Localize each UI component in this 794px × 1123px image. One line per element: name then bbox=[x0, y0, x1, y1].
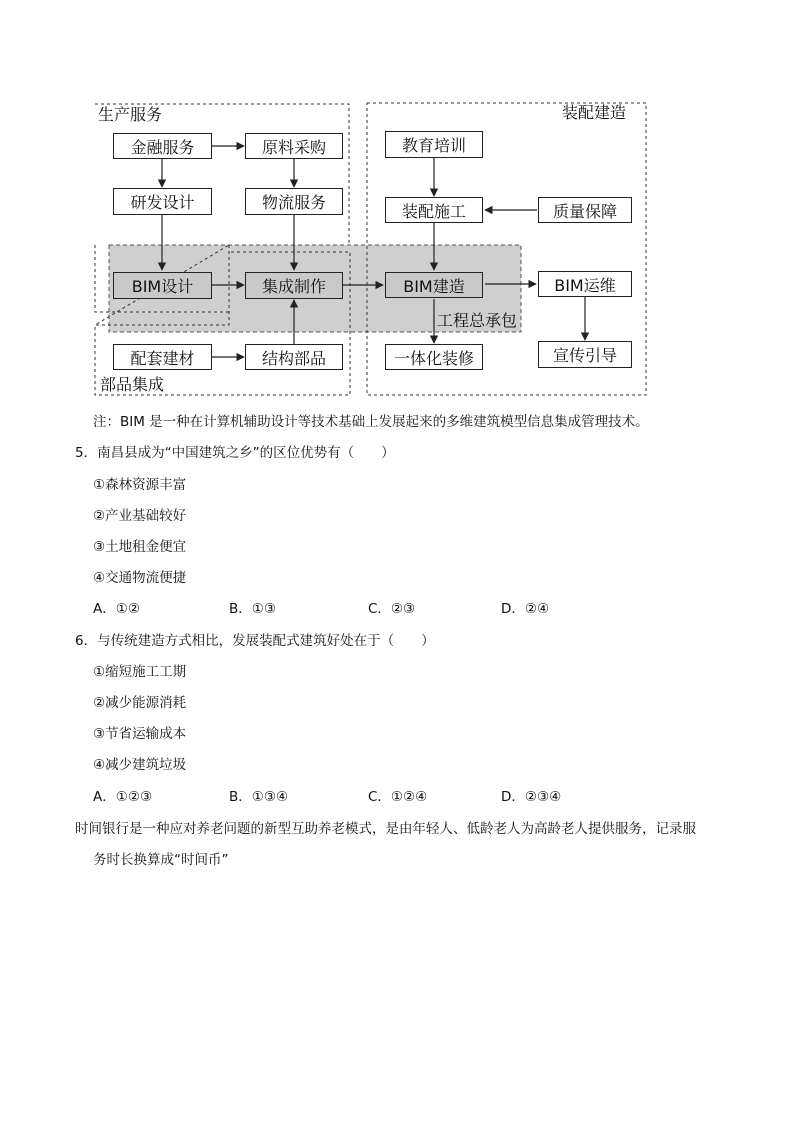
question-5-choice-c[interactable]: C．②③ bbox=[368, 601, 416, 617]
question-5-item: ④交通物流便捷 bbox=[93, 570, 187, 586]
question-6-item: ③节省运输成本 bbox=[93, 726, 187, 742]
general-contracting-label: 工程总承包 bbox=[437, 311, 518, 330]
question-6-item: ④减少建筑垃圾 bbox=[93, 757, 187, 773]
question-5-choice-a[interactable]: A．①② bbox=[93, 601, 140, 617]
question-6-choice-d[interactable]: D．②③④ bbox=[501, 789, 562, 805]
node-raw-material: 原料采购 bbox=[245, 133, 343, 159]
node-education-training: 教育培训 bbox=[385, 131, 483, 158]
passage-line-2: 务时长换算成“时间币” bbox=[93, 852, 229, 868]
passage-line-1: 时间银行是一种应对养老问题的新型互助养老模式，是由年轻人、低龄老人为高龄老人提供服务，记录服 bbox=[75, 821, 696, 837]
node-logistics: 物流服务 bbox=[245, 188, 343, 215]
diagram-note: 注：BIM 是一种在计算机辅助设计等技术基础上发展起来的多维建筑模型信息集成管理技术。 bbox=[93, 414, 649, 430]
assembly-construction-label: 装配建造 bbox=[562, 103, 627, 122]
question-5-choice-d[interactable]: D．②④ bbox=[501, 601, 550, 617]
node-bim-build: BIM建造 bbox=[385, 272, 483, 298]
question-6-choice-a[interactable]: A．①②③ bbox=[93, 789, 153, 805]
node-rnd: 研发设计 bbox=[113, 188, 212, 215]
question-6-item: ②减少能源消耗 bbox=[93, 695, 187, 711]
question-6-choice-c[interactable]: C．①②④ bbox=[368, 789, 428, 805]
parts-integration-label: 部品集成 bbox=[100, 375, 165, 394]
node-finance: 金融服务 bbox=[113, 133, 212, 159]
node-integrated-decoration: 一体化装修 bbox=[385, 344, 483, 370]
node-bim-ops: BIM运维 bbox=[538, 271, 632, 297]
node-structural-parts: 结构部品 bbox=[245, 344, 343, 370]
node-integrated-manufacturing: 集成制作 bbox=[245, 272, 343, 299]
question-5-item: ②产业基础较好 bbox=[93, 508, 187, 524]
question-5-item: ③土地租金便宜 bbox=[93, 539, 187, 555]
question-6-item: ①缩短施工工期 bbox=[93, 664, 187, 680]
production-service-label: 生产服务 bbox=[98, 105, 163, 124]
question-6-choice-b[interactable]: B．①③④ bbox=[229, 789, 289, 805]
node-assembly-construction: 装配施工 bbox=[385, 197, 483, 223]
node-bim-design: BIM设计 bbox=[113, 272, 212, 299]
question-5-choice-b[interactable]: B．①③ bbox=[229, 601, 276, 617]
node-publicity: 宣传引导 bbox=[538, 341, 632, 368]
industry-chain-diagram bbox=[0, 0, 794, 410]
node-quality-assurance: 质量保障 bbox=[538, 197, 632, 223]
question-6-stem: 6．与传统建造方式相比，发展装配式建筑好处在于（ ） bbox=[75, 633, 435, 649]
node-supporting-materials: 配套建材 bbox=[113, 344, 212, 370]
question-5-item: ①森林资源丰富 bbox=[93, 477, 187, 493]
question-5-stem: 5．南昌县成为“中国建筑之乡”的区位优势有（ ） bbox=[75, 445, 395, 461]
